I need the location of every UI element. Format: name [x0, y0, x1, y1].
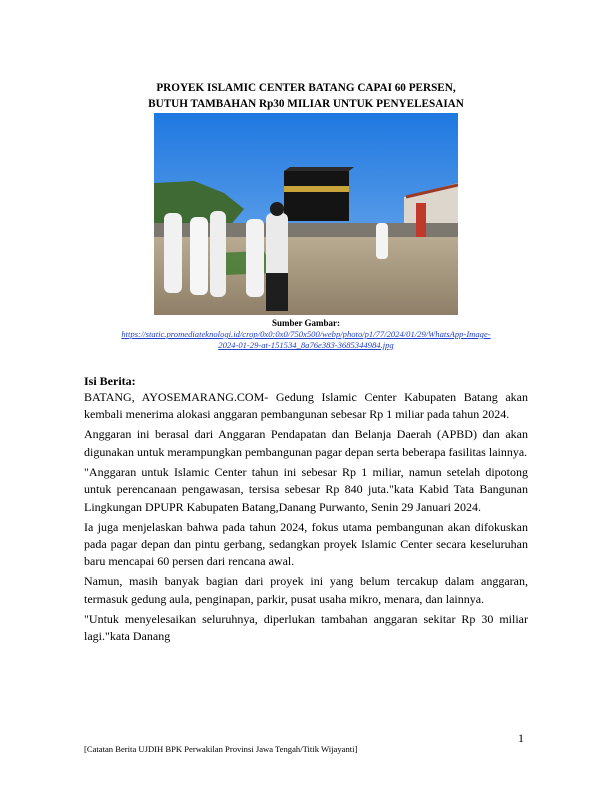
article-title — [0, 80, 612, 112]
man-trousers — [266, 273, 288, 311]
image-source-url-line-2[interactable]: 2024-01-29-at-151534_8a76e383-3685344984.jpg — [218, 339, 394, 350]
paragraph: Namun, masih banyak bagian dari proyek ini yang belum tercakup dalam anggaran, termasuk gedung aula, penginapan, parkir, pusat usaha mikro, menara, dan lainnya. — [84, 574, 528, 606]
paragraph: Ia juga menjelaskan bahwa pada tahun 2024, fokus utama pembangunan akan difokuskan pada pagar depan dan pintu gerbang, sedangkan proyek Islamic Center secara keseluruhan baru mencapai 60 persen dari rencana awal. — [84, 519, 528, 569]
title-line-1: PROYEK ISLAMIC CENTER BATANG CAPAI 60 PERSEN, — [156, 82, 456, 94]
news-photo-illustration — [154, 113, 458, 315]
paragraph: "Untuk menyelesaikan seluruhnya, diperlukan tambahan anggaran sekitar Rp 30 miliar lagi."kata Danang — [84, 611, 528, 644]
image-source-url-line-1[interactable]: https://static.promediateknologi.id/crop/0x0:0x0/750x500/webp/photo/p1/77/2024/01/29/WhatsApp-Image- — [121, 329, 491, 339]
article-body — [84, 389, 528, 648]
paragraph: Anggaran ini berasal dari Anggaran Pendapatan dan Belanja Daerah (APBD) dan akan digunakan untuk merampungkan pembangunan pagar depan serta beberapa fasilitas lainnya. — [84, 427, 528, 459]
man-cap — [270, 202, 284, 216]
footer-note: [Catatan Berita UJDIH BPK Perwakilan Provinsi Jawa Tengah/Titik Wijayanti] — [84, 744, 358, 754]
person-red-shirt — [416, 203, 426, 237]
paragraph: BATANG, AYOSEMARANG.COM- Gedung Islamic Center Kabupaten Batang akan kembali menerima alokasi anggaran pembangunan sebesar Rp 1 miliar pada tahun 2024. — [84, 390, 528, 422]
kaaba-top — [284, 167, 354, 171]
image-source-label: Sumber Gambar: — [271, 318, 341, 328]
child-pilgrim — [376, 223, 388, 259]
page-number: 1 — [518, 731, 524, 745]
kaaba-replica — [284, 171, 349, 221]
title-line-2: BUTUH TAMBAHAN Rp30 MILIAR UNTUK PENYELESAIAN — [148, 98, 464, 110]
kaaba-gold-band — [284, 186, 349, 192]
pilgrim-2 — [190, 217, 208, 295]
pilgrim-4 — [246, 219, 264, 297]
news-photo — [154, 113, 458, 315]
section-title: Isi Berita: — [84, 374, 136, 388]
pilgrim-3 — [210, 211, 226, 297]
pilgrim-1 — [164, 213, 182, 293]
image-source-link[interactable] — [84, 329, 528, 350]
paragraph: "Anggaran untuk Islamic Center tahun ini sebesar Rp 1 miliar, namun setelah dipotong untuk perencanaan pengawasan, tersisa sebesar Rp 840 juta."kata Kabid Tata Bangunan Lingkungan DPUPR Kabupaten Batang,Danang Purwanto, Senin 29 Januari 2024. — [84, 464, 528, 514]
